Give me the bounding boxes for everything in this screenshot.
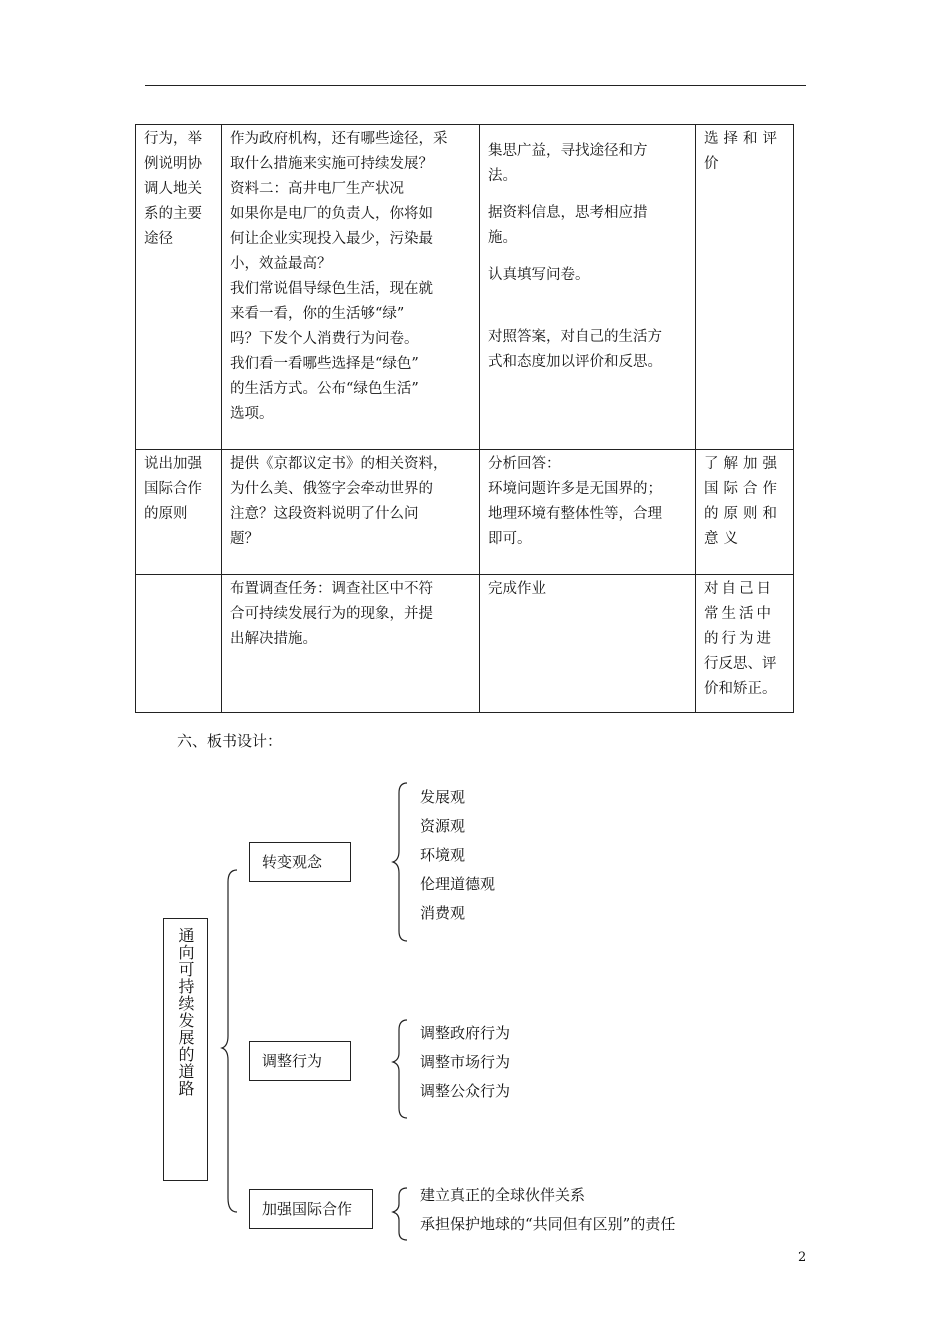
student-activity-cell: 完成作业 [480, 575, 696, 713]
branch-label: 调整行为 [262, 1052, 323, 1070]
list-item: 建立真正的全球伙伴关系 [420, 1186, 586, 1204]
list-item: 承担保护地球的“共同但有区别”的责任 [420, 1215, 676, 1233]
root-box [163, 918, 208, 1181]
brace-2 [393, 1020, 407, 1118]
root-label: 通向可持续发展的道路 [176, 927, 195, 1097]
list-item: 调整公众行为 [420, 1082, 511, 1100]
list-item: 调整市场行为 [420, 1053, 511, 1071]
objective-cell: 行为，举 例说明协 调人地关 系的主要 途径 [136, 125, 222, 450]
page-number: 2 [798, 1250, 807, 1265]
list-item: 环境观 [420, 846, 466, 864]
list-item: 伦理道德观 [420, 875, 496, 893]
list-item: 资源观 [420, 817, 466, 835]
student-activity-cell: 集思广益，寻找途径和方 法。 据资料信息，思考相应措 施。 认真填写问卷。 对照答案，对自己的生活方 式和态度加以评价和反思。 [480, 125, 696, 450]
list-item: 发展观 [420, 788, 466, 806]
student-activity-cell: 分析回答： 环境问题许多是无国界的； 地理环境有整体性等，合理 即可。 [480, 450, 696, 575]
branch-box [249, 842, 351, 882]
main-brace [222, 870, 237, 1212]
list-item: 消费观 [420, 904, 466, 922]
branch-box [249, 1189, 373, 1229]
teacher-activity-cell: 作为政府机构，还有哪些途径，采 取什么措施来实施可持续发展？ 资料二：高井电厂生产状况 如果你是电厂的负责人，你将如 何让企业实现投入最少，污染最 小，效益最高？ 我们常说倡导绿色生活，现在就 来看一看，你的生活够“绿” 吗？下发个人消费行为问卷。 我们看一看哪些选择是“绿色” 的生活方式。公布“绿色生活” 选项。 [222, 125, 480, 450]
branch-label: 加强国际合作 [262, 1200, 353, 1218]
brace-3 [393, 1188, 407, 1240]
intent-cell: 了解加强 国际合作 的原则和 意义 [696, 450, 794, 575]
list-item: 调整政府行为 [420, 1024, 511, 1042]
branch-label: 转变观念 [262, 853, 323, 871]
intent-cell: 对自己日 常生活中 的行为进 行反思、评 价和矫正。 [696, 575, 794, 713]
brace-1 [393, 783, 407, 941]
objective-cell: 说出加强 国际合作 的原则 [136, 450, 222, 575]
section-title: 六、板书设计： [177, 732, 283, 750]
intent-cell: 选择和评 价 [696, 125, 794, 450]
teacher-activity-cell: 提供《京都议定书》的相关资料， 为什么美、俄签字会牵动世界的 注意？这段资料说明了什么问 题？ [222, 450, 480, 575]
teacher-activity-cell: 布置调查任务：调查社区中不符 合可持续发展行为的现象，并提 出解决措施。 [222, 575, 480, 713]
branch-box [249, 1041, 351, 1081]
